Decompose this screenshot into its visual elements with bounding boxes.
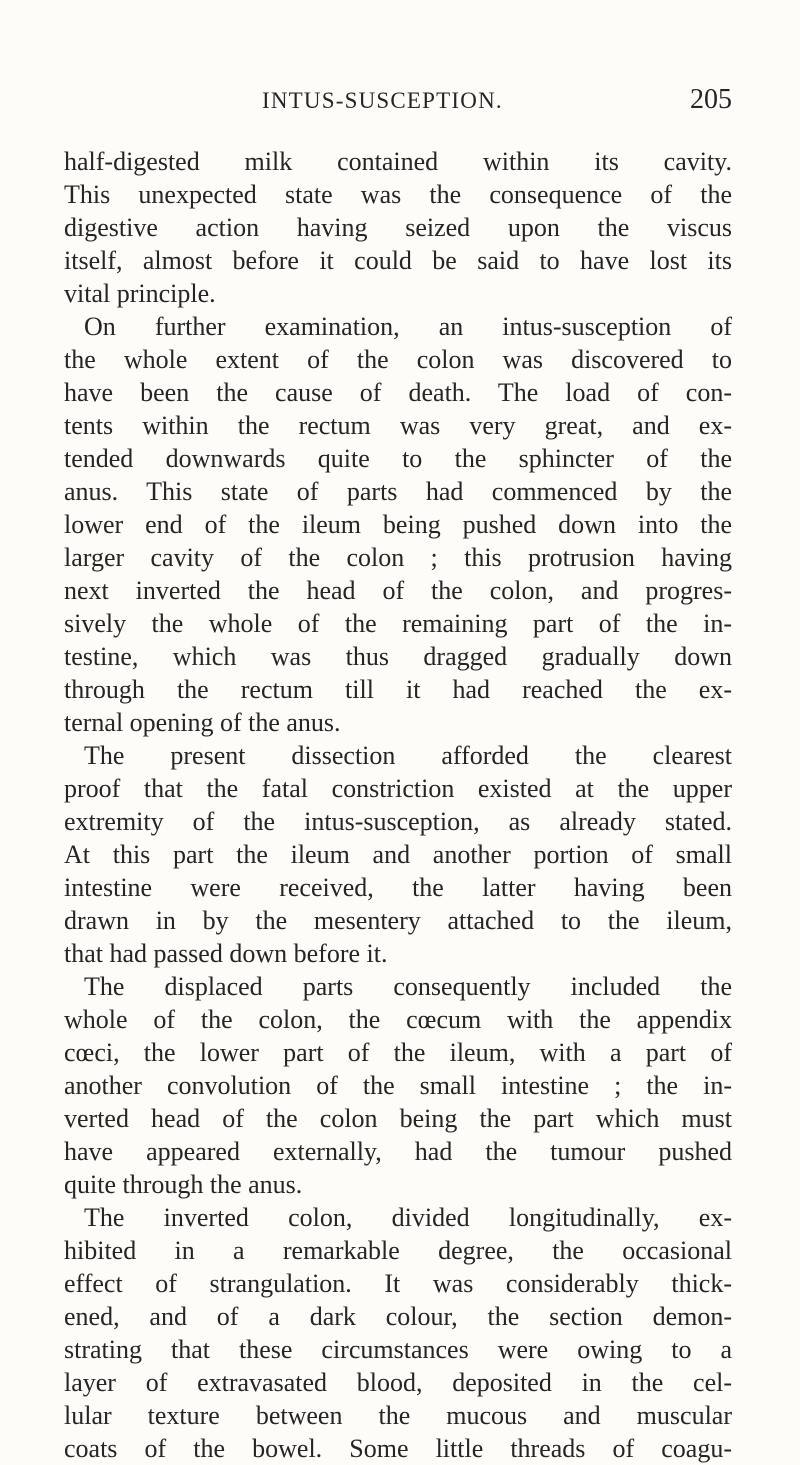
paragraph-first-line: On further examination, an intus-susception of xyxy=(84,312,732,341)
page-number: 205 xyxy=(690,84,732,115)
text-line: hibited in a remarkable degree, the occasional xyxy=(64,1236,732,1265)
text-line: tended downwards quite to the sphincter of the xyxy=(64,444,732,473)
body-text xyxy=(64,145,732,1465)
text-line: intestine were received, the latter having been xyxy=(64,873,732,902)
paragraph-first-line: The present dissection afforded the clearest xyxy=(84,741,732,770)
text-line: At this part the ileum and another portion of small xyxy=(64,840,732,869)
text-line: quite through the anus. xyxy=(64,1170,303,1199)
text-line: lower end of the ileum being pushed down into the xyxy=(64,510,732,539)
paragraph-first-line: The inverted colon, divided longitudinally, ex- xyxy=(84,1203,732,1232)
text-line: sively the whole of the remaining part of the in- xyxy=(64,609,732,638)
text-line: proof that the fatal constriction existed at the upper xyxy=(64,774,732,803)
text-line: cœci, the lower part of the ileum, with a part of xyxy=(64,1038,732,1067)
text-line: layer of extravasated blood, deposited in the cel- xyxy=(64,1368,732,1397)
text-line: itself, almost before it could be said to have lost its xyxy=(64,246,732,275)
text-line: have appeared externally, had the tumour pushed xyxy=(64,1137,732,1166)
text-line: through the rectum till it had reached the ex- xyxy=(64,675,732,704)
text-line: testine, which was thus dragged gradually down xyxy=(64,642,732,671)
text-line: the whole extent of the colon was discovered to xyxy=(64,345,732,374)
text-line: strating that these circumstances were owing to a xyxy=(64,1335,732,1364)
text-line: another convolution of the small intestine ; the in- xyxy=(64,1071,732,1100)
text-line: anus. This state of parts had commenced by the xyxy=(64,477,732,506)
text-line: ened, and of a dark colour, the section demon- xyxy=(64,1302,732,1331)
text-line: This unexpected state was the consequence of the xyxy=(64,180,732,209)
paragraph-first-line: The displaced parts consequently included the xyxy=(84,972,732,1001)
text-line: verted head of the colon being the part which must xyxy=(64,1104,732,1133)
text-line: next inverted the head of the colon, and progres- xyxy=(64,576,732,605)
running-title: INTUS-SUSCEPTION. xyxy=(262,88,503,113)
text-line: ternal opening of the anus. xyxy=(64,708,341,737)
text-line: whole of the colon, the cœcum with the appendix xyxy=(64,1005,732,1034)
text-line: drawn in by the mesentery attached to the ileum, xyxy=(64,906,732,935)
text-line: that had passed down before it. xyxy=(64,939,388,968)
text-line: have been the cause of death. The load of con- xyxy=(64,378,732,407)
text-line: lular texture between the mucous and muscular xyxy=(64,1401,732,1430)
running-head xyxy=(64,86,732,120)
text-line: half-digested milk contained within its cavity. xyxy=(64,147,732,176)
text-line: vital principle. xyxy=(64,279,216,308)
text-line: extremity of the intus-susception, as already stated. xyxy=(64,807,732,836)
text-line: tents within the rectum was very great, and ex- xyxy=(64,411,732,440)
text-line: effect of strangulation. It was considerably thick- xyxy=(64,1269,732,1298)
text-line: larger cavity of the colon ; this protrusion having xyxy=(64,543,732,572)
text-line: digestive action having seized upon the viscus xyxy=(64,213,732,242)
text-line: coats of the bowel. Some little threads of coagu- xyxy=(64,1434,732,1463)
